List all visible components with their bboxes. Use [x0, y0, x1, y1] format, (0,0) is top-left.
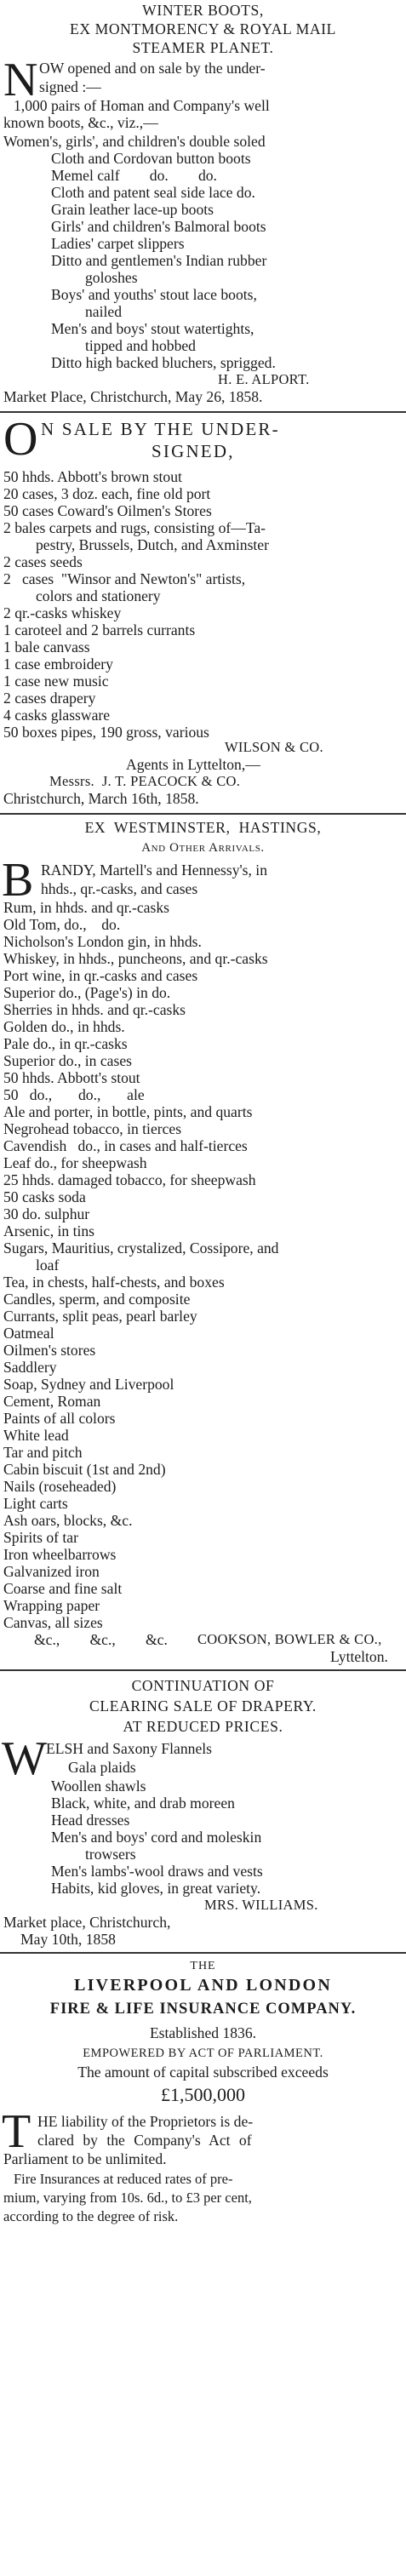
ad1-item: Men's and boys' stout watertights,: [51, 320, 254, 337]
ad3-item: Nicholson's London gin, in hhds.: [3, 933, 202, 950]
ad3-item: Rum, in hhds. and qr.-casks: [3, 899, 169, 916]
ad1-intro-4: known boots, &c., viz.,—: [3, 114, 158, 131]
ad3-item: Whiskey, in hhds., puncheons, and qr.-casks: [3, 950, 268, 967]
ad5-dropcap: T: [2, 2105, 31, 2158]
ad3-item: 50 do., do., ale: [3, 1086, 145, 1103]
ad2-item: 2 cases drapery: [3, 690, 96, 707]
ad5-fire-1: Fire Insurances at reduced rates of pre-: [14, 2171, 233, 2187]
ad3-item: 50 casks soda: [3, 1188, 86, 1205]
ad3-item: loaf: [36, 1257, 60, 1274]
ad3-item: Cement, Roman: [3, 1393, 101, 1410]
ad1-item: Girls' and children's Balmoral boots: [51, 218, 266, 235]
ad4-item: Head dresses: [51, 1812, 130, 1829]
ad3-item: White lead: [3, 1427, 69, 1444]
ad3-item: Oilmen's stores: [3, 1342, 96, 1359]
ad3-item: Candles, sperm, and composite: [3, 1291, 191, 1308]
ad3-item: Tea, in chests, half-chests, and boxes: [3, 1274, 225, 1291]
ad3-item: Pale do., in qr.-casks: [3, 1035, 128, 1052]
ad3-item: Light carts: [3, 1495, 68, 1512]
ad4-footer-1: Market place, Christchurch,: [3, 1914, 171, 1931]
divider: [0, 1952, 406, 1954]
ad4-intro-2: Gala plaids: [68, 1759, 136, 1776]
ad2-item: 50 boxes pipes, 190 gross, various: [3, 724, 209, 741]
ad3-item: Arsenic, in tins: [3, 1222, 95, 1239]
ad3-item: Sherries in hhds. and qr.-casks: [3, 1001, 186, 1018]
ad3-title: EX WESTMINSTER, HASTINGS,: [84, 819, 322, 836]
ad5-empowered: EMPOWERED BY ACT OF PARLIAMENT.: [83, 2046, 323, 2060]
ad4-footer-2: May 10th, 1858: [20, 1931, 116, 1948]
ad2-item: 1 case embroidery: [3, 655, 113, 673]
ad2-item: 1 case new music: [3, 673, 109, 690]
ad3-place: Lyttelton.: [330, 1648, 388, 1665]
ad3-item: Paints of all colors: [3, 1410, 116, 1427]
ad4-intro-1: ELSH and Saxony Flannels: [46, 1740, 212, 1757]
ad1-subtitle2: STEAMER PLANET.: [132, 39, 274, 56]
ad1-item: Ditto high backed bluchers, sprigged.: [51, 354, 276, 371]
ad4-item: Men's and boys' cord and moleskin: [51, 1829, 262, 1846]
ad1-item: Cloth and Cordovan button boots: [51, 150, 251, 167]
ad5-amount: £1,500,000: [161, 2084, 245, 2105]
ad3-item: Leaf do., for sheepwash: [3, 1154, 147, 1171]
ad2-item: 50 cases Coward's Oilmen's Stores: [3, 502, 212, 519]
ad3-item: 50 hhds. Abbott's stout: [3, 1069, 140, 1086]
ad2-item: colors and stationery: [36, 587, 161, 604]
ad4-item: Habits, kid gloves, in great variety.: [51, 1880, 261, 1897]
divider: [0, 411, 406, 413]
ad3-item: Tar and pitch: [3, 1444, 83, 1461]
ad1-item: Women's, girls', and children's double soled: [3, 133, 266, 150]
ad3-item: 30 do. sulphur: [3, 1205, 90, 1222]
ad3-item: Wrapping paper: [3, 1597, 100, 1614]
ad4-title-2: CLEARING SALE OF DRAPERY.: [89, 1697, 317, 1714]
ad4-title-1: CONTINUATION OF: [131, 1677, 275, 1694]
ad3-item: Ash oars, blocks, &c.: [3, 1512, 133, 1529]
ad3-subtitle: And Other Arrivals.: [141, 841, 265, 855]
divider: [0, 813, 406, 815]
ad4-item: Black, white, and drab moreen: [51, 1795, 235, 1812]
ad3-item: Coarse and fine salt: [3, 1580, 123, 1597]
ad1-item: tipped and hobbed: [85, 337, 196, 354]
ad3-item: &c., &c., &c.: [34, 1631, 168, 1648]
ad3-item: Old Tom, do., do.: [3, 916, 121, 933]
ad5-body-3: Parliament to be unlimited.: [3, 2150, 167, 2167]
ad2-footer: Christchurch, March 16th, 1858.: [3, 790, 199, 807]
ad3-item: 25 hhds. damaged tobacco, for sheepwash: [3, 1171, 256, 1188]
ad4-signature: MRS. WILLIAMS.: [204, 1897, 318, 1913]
ad3-item: Sugars, Mauritius, crystalized, Cossipore, and: [3, 1239, 279, 1257]
ad2-agent-names: Messrs. J. T. PEACOCK & CO.: [49, 773, 241, 789]
ad2-title-2: SIGNED,: [152, 441, 235, 461]
ad3-item: Ale and porter, in bottle, pints, and quarts: [3, 1103, 253, 1120]
ad2-item: 1 bale canvass: [3, 638, 90, 655]
ad2-item: 2 cases "Winsor and Newton's" artists,: [3, 570, 246, 587]
ad5-body-2: clared by the Company's Act of: [37, 2132, 252, 2149]
ad5-title-1: LIVERPOOL AND LONDON: [74, 1976, 332, 1995]
ad3-item: Negrohead tobacco, in tierces: [3, 1120, 182, 1137]
ad3-item: Nails (roseheaded): [3, 1478, 117, 1495]
ad2-item: 4 casks glassware: [3, 707, 111, 724]
ad5-fire-3: according to the degree of risk.: [3, 2208, 179, 2224]
ad3-item: Oatmeal: [3, 1325, 54, 1342]
ad2-item: 2 cases seeds: [3, 553, 83, 570]
ad3-item: Port wine, in qr.-casks and cases: [3, 967, 198, 984]
ad3-dropcap: B: [2, 854, 34, 907]
ad1-signature: H. E. ALPORT.: [218, 371, 310, 387]
ad2-item: 1 caroteel and 2 barrels currants: [3, 621, 196, 638]
ad3-item: Canvas, all sizes: [3, 1614, 103, 1631]
ad2-dropcap: O: [3, 413, 38, 466]
ad1-item: Memel calf do. do.: [51, 167, 217, 184]
ad3-item: Spirits of tar: [3, 1529, 78, 1546]
ad5-body-1: HE liability of the Proprietors is de-: [37, 2113, 254, 2130]
ad2-item: 2 qr.-casks whiskey: [3, 604, 122, 621]
ad1-item: goloshes: [85, 269, 138, 286]
ad1-item: Cloth and patent seal side lace do.: [51, 184, 255, 201]
ad2-item: 20 cases, 3 doz. each, fine old port: [3, 485, 211, 502]
ad1-dropcap: N: [3, 54, 38, 106]
ad1-title: WINTER BOOTS,: [142, 2, 264, 19]
ad3-item: Cavendish do., in cases and half-tierces: [3, 1137, 248, 1154]
ad2-signature: WILSON & CO.: [225, 739, 323, 755]
ad1-item: Ladies' carpet slippers: [51, 235, 185, 252]
ad3-intro-2: hhds., qr.-casks, and cases: [41, 880, 198, 897]
ad2-item: 2 bales carpets and rugs, consisting of—Ta-: [3, 519, 266, 536]
ad3-item: Iron wheelbarrows: [3, 1546, 117, 1563]
ad5-title-2: FIRE & LIFE INSURANCE COMPANY.: [49, 2001, 357, 2018]
ad1-footer: Market Place, Christchurch, May 26, 1858.: [3, 388, 263, 405]
ad2-agents: Agents in Lyttelton,—: [126, 756, 260, 773]
ad1-item: Ditto and gentlemen's Indian rubber: [51, 252, 267, 269]
ad1-intro-3: 1,000 pairs of Homan and Company's well: [14, 97, 270, 114]
ad4-item: Woollen shawls: [51, 1777, 146, 1795]
ad3-item: Saddlery: [3, 1359, 57, 1376]
ad5-established: Established 1836.: [149, 2024, 257, 2041]
ad5-capital: The amount of capital subscribed exceeds: [77, 2064, 329, 2081]
ad4-title-3: AT REDUCED PRICES.: [123, 1718, 283, 1735]
ad1-item: Boys' and youths' stout lace boots,: [51, 286, 257, 303]
ad4-dropcap: W: [2, 1732, 47, 1785]
ad2-title-1: N SALE BY THE UNDER-: [41, 419, 280, 439]
ad3-item: Golden do., in hhds.: [3, 1018, 125, 1035]
ad3-item: Cabin biscuit (1st and 2nd): [3, 1461, 166, 1478]
ad3-item: Galvanized iron: [3, 1563, 100, 1580]
ad2-item: pestry, Brussels, Dutch, and Axminster: [36, 536, 269, 553]
ad1-item: Grain leather lace-up boots: [51, 201, 214, 218]
ad5-the: THE: [190, 1960, 216, 1972]
ad1-intro-2: signed :—: [39, 78, 101, 95]
ad4-item: trowsers: [85, 1846, 136, 1863]
ad3-signature: COOKSON, BOWLER & CO.,: [197, 1631, 382, 1647]
ad3-item: Superior do., (Page's) in do.: [3, 984, 171, 1001]
ad3-item: Currants, split peas, pearl barley: [3, 1308, 197, 1325]
ad1-subtitle: EX MONTMORENCY & ROYAL MAIL: [69, 20, 336, 37]
ad2-item: 50 hhds. Abbott's brown stout: [3, 468, 182, 485]
ad5-fire-2: mium, varying from 10s. 6d., to £3 per cent,: [3, 2190, 252, 2206]
ad3-intro-1: RANDY, Martell's and Hennessy's, in: [41, 862, 267, 879]
ad3-item: Soap, Sydney and Liverpool: [3, 1376, 174, 1393]
ad1-intro-1: OW opened and on sale by the under-: [39, 60, 266, 77]
ad4-item: Men's lambs'-wool draws and vests: [51, 1863, 263, 1880]
ad1-item: nailed: [85, 303, 122, 320]
ad3-item: Superior do., in cases: [3, 1052, 132, 1069]
divider: [0, 1669, 406, 1671]
